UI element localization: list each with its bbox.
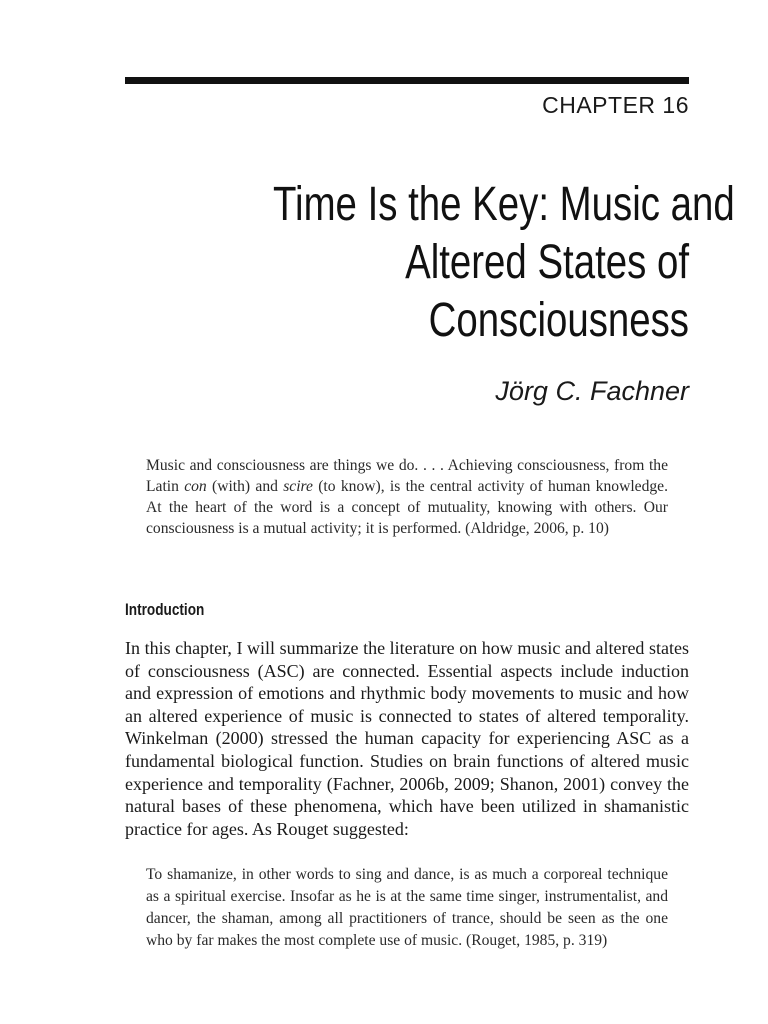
body-paragraph: In this chapter, I will summarize the literature on how music and altered states of consciousness (ASC) are connected. Essential aspects include induction and expression of emotions and rhythmic body movements to music and how an altered experience of music is connected to states of altered temporality. Winkelman (2000) stressed the human capacity for experiencing ASC as a fundamental biological function. Studies on brain functions of altered music experience and temporality (Fachner, 2006b, 2009; Shanon, 2001) convey the natural bases of these phenomena, which have been utilized in shamanistic practice for ages. As Rouget suggested: bbox=[125, 638, 689, 839]
epigraph-term-scire: scire bbox=[283, 478, 313, 495]
epigraph-text-3: (to know), is the central activity of human knowledge. At the heart of the word is a concept of mutuality, knowing with others. Our consciousness is a mutual activity; it is performed. (Aldridge, 2006, p. 10) bbox=[146, 478, 668, 537]
epigraph-text-2: (with) and bbox=[206, 478, 284, 495]
block-quote bbox=[146, 864, 668, 952]
chapter-label: CHAPTER 16 bbox=[542, 92, 689, 118]
epigraph-quote bbox=[146, 455, 668, 539]
chapter-top-rule bbox=[125, 77, 689, 84]
epigraph-term-con: con bbox=[184, 478, 207, 495]
chapter-title-line-1: Time Is the Key: Music and bbox=[273, 178, 735, 231]
body-text bbox=[125, 637, 689, 840]
block-quote-text: To shamanize, in other words to sing and dance, is as much a corporeal technique as a spiritual exercise. Insofar as he is at the same time singer, instrumentalist, and dancer, the shaman, among all practitioners of trance, should be seen as the one who by far makes the most complete use of music. (Rouget, 1985, p. 319) bbox=[146, 866, 668, 949]
chapter-title bbox=[273, 176, 735, 350]
epigraph-text-1: Music and consciousness are things we do. . . . Achieving consciousness, from the Latin bbox=[146, 457, 668, 495]
chapter-title-line-2: Altered States of bbox=[405, 236, 689, 289]
author-name: Jörg C. Fachner bbox=[495, 376, 689, 406]
chapter-title-line-3: Consciousness bbox=[428, 294, 689, 347]
section-heading-introduction: Introduction bbox=[125, 600, 205, 619]
